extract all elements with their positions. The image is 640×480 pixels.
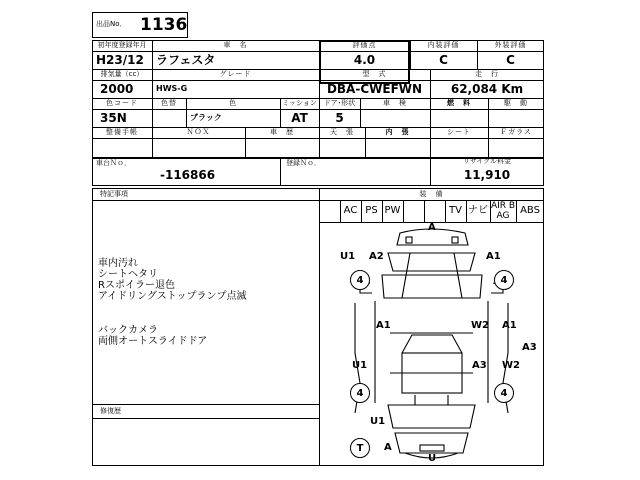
equip-ac: AC bbox=[343, 205, 358, 216]
label-model: 型 式 bbox=[362, 70, 387, 78]
label-repair: 修復歴 bbox=[100, 407, 121, 415]
car-name-value: ラフェスタ bbox=[156, 53, 216, 67]
damage-mark-front-right: A1 bbox=[486, 251, 501, 262]
damage-mark-top: A bbox=[428, 222, 436, 233]
transmission-value: AT bbox=[291, 111, 308, 125]
label-color-code: 色コード bbox=[106, 99, 138, 107]
damage-mark-rear-right: W2 bbox=[502, 360, 520, 371]
equip-airbag: AIR BAG bbox=[490, 201, 516, 221]
recycle-value: 11,910 bbox=[463, 168, 511, 182]
label-score: 評価点 bbox=[352, 41, 377, 49]
label-glass: Ｆガラス bbox=[500, 128, 532, 136]
tire-front-left: 4 bbox=[350, 270, 370, 290]
damage-mark-rear-center: A3 bbox=[472, 360, 487, 371]
label-doors: ドア･形状 bbox=[323, 99, 356, 107]
score-value: 4.0 bbox=[353, 53, 376, 67]
damage-mark-bottom-u: U bbox=[428, 453, 437, 464]
label-interior: 内装評価 bbox=[427, 41, 460, 49]
equip-ps: PS bbox=[365, 205, 378, 216]
chassis-no-value: -116866 bbox=[160, 168, 216, 182]
exterior-value: C bbox=[506, 53, 515, 67]
label-fuel: 燃 料 bbox=[447, 99, 471, 107]
label-sunroof: 天 張 bbox=[330, 128, 354, 136]
label-first-reg: 初年度登録年月 bbox=[97, 41, 147, 49]
label-equipment: 装 備 bbox=[419, 190, 444, 198]
equip-abs: ABS bbox=[520, 205, 540, 216]
label-drive: 駆 動 bbox=[504, 99, 528, 107]
label-interior2: 内 張 bbox=[385, 128, 410, 136]
remark-line: シートヘタリ bbox=[98, 269, 158, 280]
label-remarks: 特記事項 bbox=[100, 190, 128, 198]
tire-rear-left: 4 bbox=[350, 383, 370, 403]
color-value: ブラック bbox=[190, 113, 222, 122]
equip-navi: ナビ bbox=[468, 205, 488, 216]
remark-line: 車内汚れ bbox=[98, 258, 138, 269]
damage-mark-t: T bbox=[350, 438, 370, 458]
displacement-value: 2000 bbox=[100, 82, 134, 96]
remark-line: バックカメラ bbox=[98, 325, 158, 336]
label-transmission: ミッション bbox=[282, 99, 317, 107]
damage-mark-bottom-left: U1 bbox=[370, 416, 386, 427]
label-exterior: 外装評価 bbox=[494, 41, 527, 49]
label-mileage: 走 行 bbox=[475, 70, 499, 78]
grade-value: HWS-G bbox=[156, 84, 188, 93]
model-value: DBA-CWEFWN bbox=[326, 82, 423, 96]
damage-mark-rear-left: U1 bbox=[352, 360, 368, 371]
first-reg-value: H23/12 bbox=[96, 53, 144, 67]
remark-line: Rスポイラー退色 bbox=[98, 280, 175, 291]
label-nox: ＮＯＸ bbox=[186, 128, 211, 136]
equip-pw: PW bbox=[384, 205, 401, 216]
damage-mark-bottom-a: A bbox=[384, 442, 392, 453]
tire-rear-right: 4 bbox=[494, 383, 514, 403]
remark-line: アイドリングストップランプ点滅 bbox=[98, 291, 247, 302]
label-seat: シート bbox=[447, 128, 471, 136]
damage-mark-mid-left: A1 bbox=[376, 320, 391, 331]
color-code-value: 35N bbox=[100, 111, 127, 125]
doors-value: 5 bbox=[335, 111, 344, 125]
label-manual: 整備手帳 bbox=[106, 128, 138, 136]
damage-mark-mid-right2: A1 bbox=[502, 320, 517, 331]
lot-number: 1136 bbox=[140, 15, 188, 35]
damage-mark-mid-right: W2 bbox=[471, 320, 489, 331]
label-inspection: 車 検 bbox=[383, 99, 407, 107]
label-color-name: 色替 bbox=[161, 99, 177, 107]
damage-mark-right-edge: A3 bbox=[522, 342, 537, 353]
remark-line: 両側オートスライドドア bbox=[98, 336, 208, 347]
interior-value: C bbox=[439, 53, 448, 67]
lot-label: 出品No． bbox=[96, 20, 127, 28]
damage-mark-front-left: U1 bbox=[340, 251, 356, 262]
damage-mark-front-left2: A2 bbox=[369, 251, 384, 262]
label-grade: グレード bbox=[219, 70, 252, 78]
mileage-value: 62,084 Km bbox=[450, 82, 524, 96]
label-displacement: 排気量（cc） bbox=[100, 70, 144, 78]
label-color: 色 bbox=[229, 99, 237, 107]
label-reg-no: 登録Ｎｏ． bbox=[286, 159, 321, 167]
label-car-name: 車 名 bbox=[223, 41, 248, 49]
tire-front-right: 4 bbox=[494, 270, 514, 290]
equip-tv: TV bbox=[449, 205, 462, 216]
label-recycle: リサイクル料金 bbox=[462, 157, 512, 165]
label-chassis-no: 車台Ｎｏ． bbox=[96, 159, 131, 167]
label-history: 車 歴 bbox=[270, 128, 294, 136]
